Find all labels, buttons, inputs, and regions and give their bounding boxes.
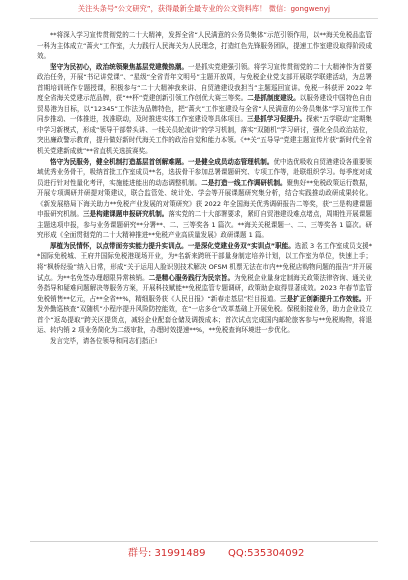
- body-text: 选派 3 名工作室成员支援**国际免税城、王府井国际免税港现场开业，为*名新来跨班干部量身制定培养计划，以工作室为单位，快速上手；将“枫桥经验”纳入日常，形成“关于运用人脸识别技术解决 OFSM 机票无法在市内**免税店购物问题的报告”并开展试点。为**名免签办理超限异常核销。: [37, 241, 372, 282]
- bold-heading-text: 厚植为民情怀，以点带面夯实能力提升实训点。: [50, 241, 188, 250]
- bold-heading-text: 坚守为民初心，政治统领聚焦基层党建微热潮。: [50, 62, 188, 71]
- bold-heading-text: 二是打造一线工作调研机制。: [201, 178, 287, 187]
- bold-heading-text: 二是精心服务践行为民宗旨。: [148, 273, 235, 282]
- footer-divider: [30, 541, 378, 542]
- paragraph-mechanism: [37, 157, 372, 241]
- document-body: [37, 30, 372, 346]
- bold-heading-text: 恪守为民服务，健全机制打造基层首创解难题。: [50, 157, 188, 166]
- footer-qq-group: 群号: 31991489: [128, 548, 206, 559]
- bold-heading-text: 三是构建课题申报研究机制。: [82, 210, 169, 219]
- bold-heading-text: 一是健全成员动态管理机制。: [188, 157, 274, 166]
- body-text: 发言完毕，请各位领导和同志们指正!: [50, 336, 158, 345]
- body-text: 开发外勤巡核查“双随机”小程序提升风险防控能效，在“一店多仓”改革基础上开展免税。保税衔接业务，助力企业设立首个“返岛提取”跨关区提货点，减轻企业配套仓储及调拨成本；首次试点完成国内邮轮旅客参与**免税购物，将退运、转内销 2 项业务简化为二级审批，办理时效提速**%，**免税查询环境进一步优化。: [37, 294, 372, 335]
- paragraph-service: [37, 241, 372, 336]
- bold-heading-text: 一是深化党建业务双“实训点”职能。: [187, 241, 295, 250]
- body-text: 落实党的二十大部署要求，紧盯自贸港建设难点堵点，周期性开展课题主题选项申报，参与业务课题研究**分署**、二、三等奖各 1 篇次。**海关关税课题一、二、三等奖各 1 篇次。研究形成《全面贯彻党的二十大精神推进**免税产业高质量发展》政研课题 1 篇。: [37, 210, 372, 240]
- bold-heading-text: 三是抓学习促提升。: [247, 115, 307, 124]
- body-text: 探索“五学联动”定期集中学习新模式，形成“领导干部带头讲、一线关员轮流讲”的学习机制，落实“双随机”学习研讨，强化全员政治站位，突出廉政警示教育，提升做好新时代海关工作的政治自觉和能力本领。《**关“五导导”党建主题宣传片获“新时代全省机关党建新成就”**省直机关选拔赛奖。: [37, 115, 372, 156]
- footer-qq: QQ:535304092: [228, 548, 305, 559]
- paragraph-closing: [37, 336, 372, 347]
- body-text: 为免税企业量身定制海关政策法律咨询、通关业务指导和疑难问题解决等服务方案，开展科技赋能**免税监管专题调研，政策助企取得显著成效。2023 年春节监管免税销售**亿元，占**全省**%，精细服务获《人民日报》“新春走基层”栏目报道。: [37, 273, 372, 303]
- bold-heading-text: 三是扩正创新提升工作效能。: [280, 294, 366, 303]
- body-text: 一是抓实党建强引领。将学习宣传贯彻党的二十大精神作为首要政治任务，开展“书记讲党课”、“星级“全省青年文明号”主题开放周，与免税企业党支部开展联学联建活动，为总署首期培训班作专题授课，积极参与“二十大精神我来讲、自贸港建设我担当”主题巡回宣讲。免税一科获评 2022 年度全省海关党建示范品牌，获“**杯”党建创新引领工作创优大赛三等奖。: [37, 62, 372, 103]
- header-banner: 关注头条号“公文研究”，获得最新全最专业的公文资料库！ 微信：gongwenyj: [77, 4, 331, 13]
- body-text: 以服务建设中国特色自由贸易港为目标，以“12345”工作法为品牌特色，把“蔷火”工作室建设与全省“人民满意的公务员集体”学习宣传工作同步推动、一体推进，找准联动，及时推进实体工作室建设等具体项目。: [37, 94, 372, 124]
- body-text: **将深入学习宣传贯彻党的二十大精神，发挥全省“人民满意的公务员集体”示范引领作用，以**海关免税品监管一科为主体成立“蔷火”工作室，大力践行人民海关为人民理念，打造红色先锋服务团队，提速工作室建设取得阶段成效。: [37, 31, 372, 61]
- body-text: 聚焦好**免税政策运行数据，开展专项调研并研提对策建议，联合监管处、统计处、学会等开展课题研究集分析，结合实践推动政研成果转化。《新发展格局下海关助力**免税产业发展的对策研究》获 2022 年全国海关优秀调研报告二等奖，获“三是构建课题申报研究机制。: [37, 178, 372, 219]
- body-text: 优中选优吸收自贸港建设各重要领域优秀业务骨干，吸纳首批工作室成员**名，选拔骨干参加总署课题研究、专项工作等，赴联组织学习。每季度对成员进行针对性量化考评，实施能进能出的动态调整机制。: [37, 157, 372, 187]
- header-divider: [30, 18, 378, 19]
- paragraph-intro: [37, 30, 372, 62]
- bold-heading-text: 二是抓制度建设。: [247, 94, 300, 103]
- paragraph-party-building: [37, 62, 372, 157]
